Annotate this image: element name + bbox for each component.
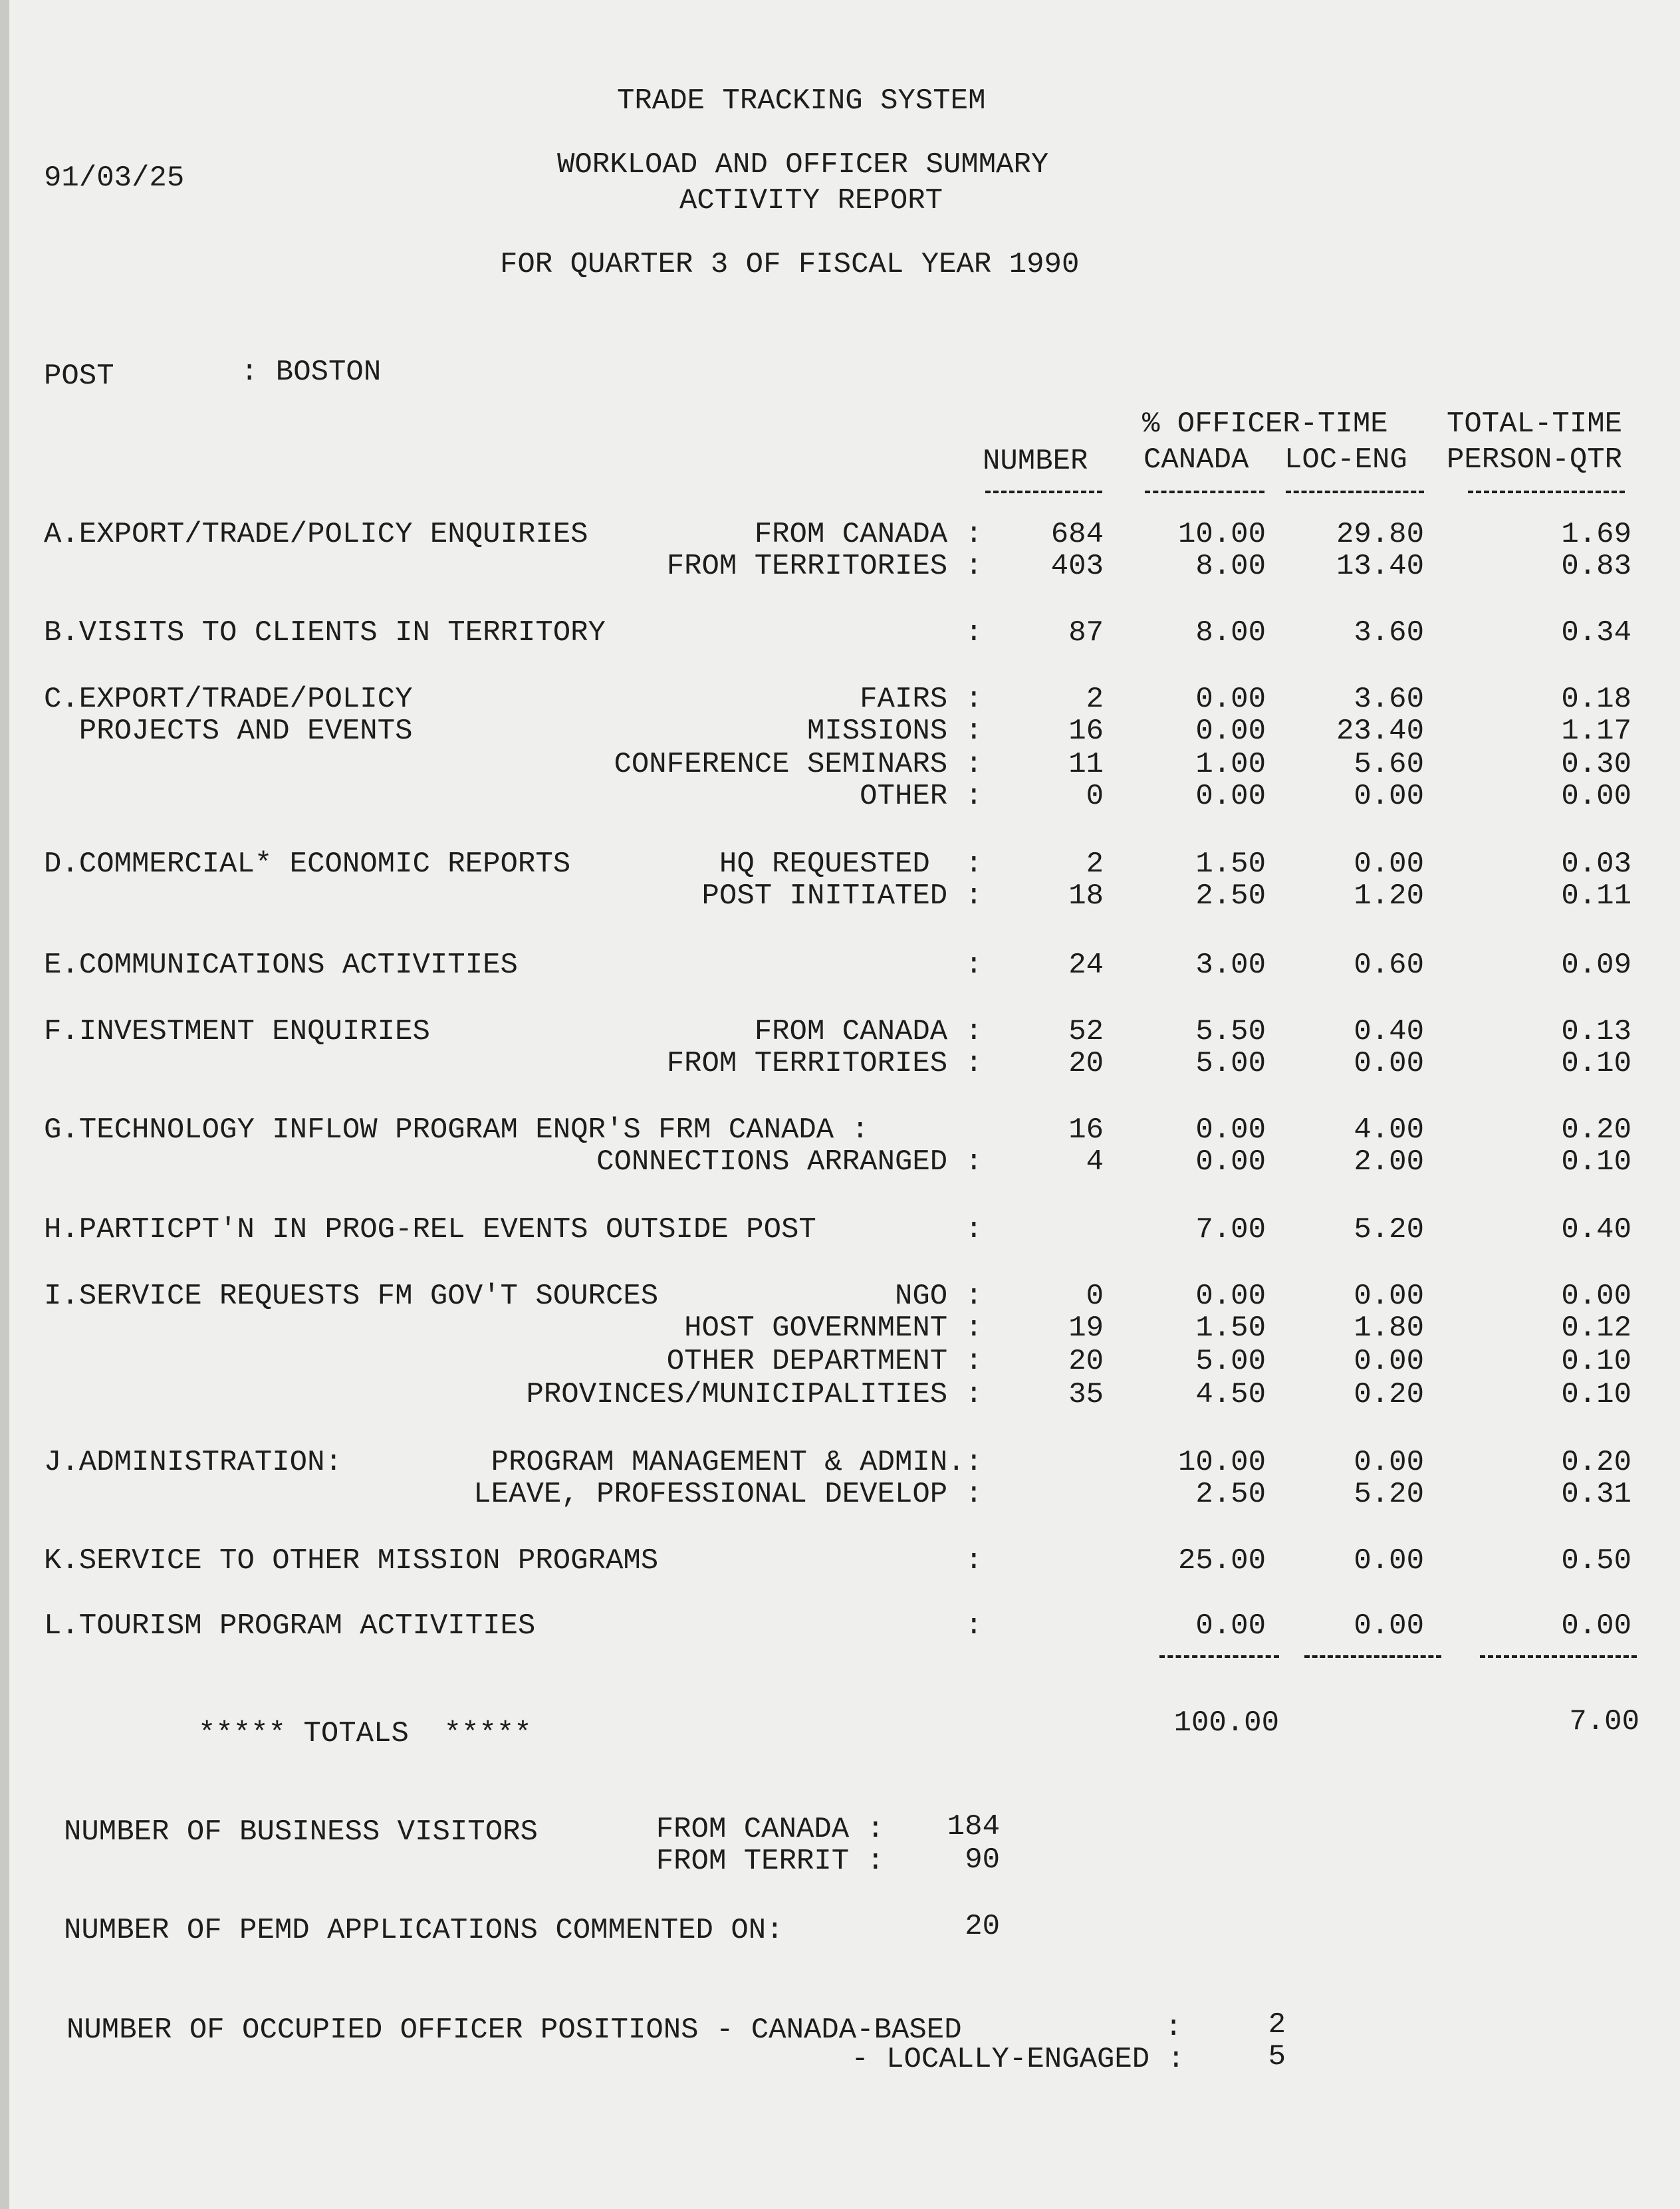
row-person-qtr: 0.40: [1561, 1213, 1631, 1246]
row-label: B.VISITS TO CLIENTS IN TERRITORY: [44, 616, 606, 649]
row-label: H.PARTICPT'N IN PROG-REL EVENTS OUTSIDE POST: [44, 1213, 816, 1246]
row-sub-label: PROGRAM MANAGEMENT & ADMIN.:: [491, 1446, 983, 1479]
locally-engaged-positions-value: 5: [1268, 2040, 1286, 2073]
person-qtr-header-rule: [1468, 491, 1625, 493]
row-loc-eng-pct: 5.20: [1354, 1478, 1424, 1511]
row-label: F.INVESTMENT ENQUIRIES: [44, 1015, 430, 1048]
row-loc-eng-pct: 0.40: [1354, 1015, 1424, 1048]
row-sub-label: CONNECTIONS ARRANGED :: [596, 1145, 983, 1179]
row-number: 0: [1086, 780, 1104, 813]
row-loc-eng-pct: 4.00: [1354, 1113, 1424, 1147]
row-loc-eng-pct: 1.80: [1354, 1312, 1424, 1345]
row-sub-label: LEAVE, PROFESSIONAL DEVELOP :: [473, 1478, 983, 1511]
row-number: 52: [1068, 1015, 1104, 1048]
row-loc-eng-pct: 0.20: [1354, 1378, 1424, 1411]
row-sub-label: CONFERENCE SEMINARS :: [614, 748, 983, 781]
row-sub-label: NGO :: [894, 1280, 983, 1313]
row-canada-pct: 1.50: [1195, 848, 1266, 881]
canada-column-header: CANADA: [1143, 443, 1249, 477]
row-sub-label: OTHER :: [860, 780, 983, 813]
row-canada-pct: 4.50: [1195, 1378, 1266, 1411]
row-person-qtr: 0.20: [1561, 1446, 1631, 1479]
row-person-qtr: 0.50: [1561, 1544, 1631, 1577]
row-number: 87: [1068, 616, 1104, 649]
row-sub-label: PROVINCES/MUNICIPALITIES :: [526, 1378, 983, 1411]
row-loc-eng-pct: 2.00: [1354, 1145, 1424, 1179]
pemd-applications-value: 20: [965, 1910, 1000, 1943]
post-label: POST: [44, 360, 114, 393]
report-subtitle: ACTIVITY REPORT: [679, 184, 943, 217]
row-loc-eng-pct: 0.00: [1354, 1446, 1424, 1479]
row-label: J.ADMINISTRATION:: [44, 1446, 342, 1479]
row-label: PROJECTS AND EVENTS: [44, 715, 413, 748]
row-loc-eng-pct: 0.60: [1354, 949, 1424, 982]
system-title: TRADE TRACKING SYSTEM: [617, 84, 986, 118]
row-loc-eng-pct: 0.00: [1354, 780, 1424, 813]
row-label: A.EXPORT/TRADE/POLICY ENQUIRIES: [44, 518, 588, 551]
row-sub-label: :: [965, 949, 983, 982]
visitors-from-territ-value: 90: [965, 1843, 1000, 1877]
row-number: 16: [1068, 1113, 1104, 1147]
row-loc-eng-pct: 13.40: [1336, 550, 1424, 583]
row-loc-eng-pct: 3.60: [1354, 616, 1424, 649]
row-person-qtr: 0.30: [1561, 748, 1631, 781]
row-person-qtr: 0.03: [1561, 848, 1631, 881]
row-person-qtr: 0.00: [1561, 1609, 1631, 1643]
row-person-qtr: 0.10: [1561, 1145, 1631, 1179]
row-sub-label: FROM CANADA :: [754, 1015, 983, 1048]
totals-label: ***** TOTALS *****: [198, 1717, 532, 1750]
row-label: D.COMMERCIAL* ECONOMIC REPORTS: [44, 848, 571, 881]
row-canada-pct: 0.00: [1195, 715, 1266, 748]
person-qtr-total-rule: [1480, 1655, 1637, 1658]
row-label: G.TECHNOLOGY INFLOW PROGRAM ENQR'S FRM CANADA :: [44, 1113, 870, 1147]
row-sub-label: MISSIONS :: [806, 715, 983, 748]
number-header-rule: [985, 491, 1102, 493]
row-canada-pct: 0.00: [1195, 683, 1266, 716]
locally-engaged-label: - LOCALLY-ENGAGED :: [851, 2043, 1185, 2076]
post-value: : BOSTON: [241, 356, 382, 389]
pemd-applications-label: NUMBER OF PEMD APPLICATIONS COMMENTED ON:: [64, 1914, 784, 1947]
row-sub-label: :: [965, 616, 983, 649]
row-label: K.SERVICE TO OTHER MISSION PROGRAMS: [44, 1544, 659, 1577]
row-canada-pct: 1.50: [1195, 1312, 1266, 1345]
canada-total-rule: [1159, 1655, 1279, 1658]
row-person-qtr: 0.00: [1561, 780, 1631, 813]
row-number: 35: [1068, 1378, 1104, 1411]
row-canada-pct: 3.00: [1195, 949, 1266, 982]
row-loc-eng-pct: 0.00: [1354, 1280, 1424, 1313]
row-loc-eng-pct: 0.00: [1354, 1609, 1424, 1643]
row-person-qtr: 1.69: [1561, 518, 1631, 551]
row-number: 2: [1086, 683, 1104, 716]
row-label: C.EXPORT/TRADE/POLICY: [44, 683, 413, 716]
row-loc-eng-pct: 1.20: [1354, 879, 1424, 913]
row-canada-pct: 0.00: [1195, 780, 1266, 813]
row-canada-pct: 0.00: [1195, 1609, 1266, 1643]
loc-eng-column-header: LOC-ENG: [1284, 443, 1407, 477]
row-number: 2: [1086, 848, 1104, 881]
row-number: 19: [1068, 1312, 1104, 1345]
row-person-qtr: 0.18: [1561, 683, 1631, 716]
officer-positions-label: NUMBER OF OCCUPIED OFFICER POSITIONS - CANADA-BASED: [66, 2014, 962, 2047]
row-canada-pct: 8.00: [1195, 550, 1266, 583]
row-canada-pct: 0.00: [1195, 1280, 1266, 1313]
totals-canada: 100.00: [1173, 1706, 1279, 1740]
business-visitors-label: NUMBER OF BUSINESS VISITORS: [64, 1815, 538, 1849]
row-number: 11: [1068, 748, 1104, 781]
row-loc-eng-pct: 23.40: [1336, 715, 1424, 748]
row-sub-label: HOST GOVERNMENT :: [684, 1312, 983, 1345]
row-person-qtr: 0.13: [1561, 1015, 1631, 1048]
row-sub-label: FROM CANADA :: [754, 518, 983, 551]
report-period: FOR QUARTER 3 OF FISCAL YEAR 1990: [500, 248, 1080, 281]
visitors-from-canada-value: 184: [947, 1810, 1000, 1843]
canada-header-rule: [1145, 491, 1264, 493]
loc-eng-header-rule: [1286, 491, 1424, 493]
row-canada-pct: 0.00: [1195, 1113, 1266, 1147]
row-person-qtr: 0.10: [1561, 1378, 1631, 1411]
row-person-qtr: 0.12: [1561, 1312, 1631, 1345]
canada-based-positions-value: 2: [1268, 2008, 1286, 2041]
row-person-qtr: 0.20: [1561, 1113, 1631, 1147]
row-canada-pct: 5.00: [1195, 1047, 1266, 1080]
row-label: L.TOURISM PROGRAM ACTIVITIES: [44, 1609, 536, 1643]
row-canada-pct: 7.00: [1195, 1213, 1266, 1246]
row-person-qtr: 0.00: [1561, 1280, 1631, 1313]
row-label: I.SERVICE REQUESTS FM GOV'T SOURCES: [44, 1280, 659, 1313]
row-person-qtr: 0.11: [1561, 879, 1631, 913]
row-loc-eng-pct: 29.80: [1336, 518, 1424, 551]
report-date: 91/03/25: [44, 162, 185, 195]
row-sub-label: OTHER DEPARTMENT :: [666, 1345, 983, 1378]
row-loc-eng-pct: 5.20: [1354, 1213, 1424, 1246]
row-number: 24: [1068, 949, 1104, 982]
row-person-qtr: 1.17: [1561, 715, 1631, 748]
row-number: 16: [1068, 715, 1104, 748]
row-person-qtr: 0.09: [1561, 949, 1631, 982]
row-canada-pct: 2.50: [1195, 879, 1266, 913]
row-canada-pct: 5.50: [1195, 1015, 1266, 1048]
row-sub-label: FROM TERRITORIES :: [666, 1047, 983, 1080]
row-person-qtr: 0.10: [1561, 1345, 1631, 1378]
row-canada-pct: 2.50: [1195, 1478, 1266, 1511]
row-sub-label: HQ REQUESTED :: [719, 848, 983, 881]
row-person-qtr: 0.34: [1561, 616, 1631, 649]
row-loc-eng-pct: 0.00: [1354, 1047, 1424, 1080]
row-canada-pct: 10.00: [1177, 518, 1266, 551]
row-sub-label: FROM TERRITORIES :: [666, 550, 983, 583]
report-title: WORKLOAD AND OFFICER SUMMARY: [557, 148, 1049, 181]
visitors-from-canada-label: FROM CANADA :: [656, 1813, 884, 1846]
row-loc-eng-pct: 0.00: [1354, 1345, 1424, 1378]
row-number: 4: [1086, 1145, 1104, 1179]
row-loc-eng-pct: 0.00: [1354, 1544, 1424, 1577]
row-person-qtr: 0.31: [1561, 1478, 1631, 1511]
row-canada-pct: 5.00: [1195, 1345, 1266, 1378]
row-number: 0: [1086, 1280, 1104, 1313]
row-person-qtr: 0.10: [1561, 1047, 1631, 1080]
loc-eng-total-rule: [1304, 1655, 1441, 1658]
row-canada-pct: 1.00: [1195, 748, 1266, 781]
person-qtr-column-header: PERSON-QTR: [1447, 443, 1623, 477]
row-canada-pct: 0.00: [1195, 1145, 1266, 1179]
row-loc-eng-pct: 0.00: [1354, 848, 1424, 881]
totals-person-qtr: 7.00: [1569, 1705, 1639, 1738]
total-time-header: TOTAL-TIME: [1447, 407, 1623, 441]
row-number: 20: [1068, 1345, 1104, 1378]
row-label: E.COMMUNICATIONS ACTIVITIES: [44, 949, 518, 982]
row-sub-label: POST INITIATED :: [701, 879, 983, 913]
officer-time-group-header: % OFFICER-TIME: [1142, 407, 1388, 441]
row-canada-pct: 8.00: [1195, 616, 1266, 649]
row-loc-eng-pct: 3.60: [1354, 683, 1424, 716]
row-sub-label: :: [965, 1213, 983, 1246]
visitors-from-territ-label: FROM TERRIT :: [656, 1845, 884, 1878]
row-canada-pct: 10.00: [1177, 1446, 1266, 1479]
row-number: 20: [1068, 1047, 1104, 1080]
row-canada-pct: 25.00: [1177, 1544, 1266, 1577]
number-column-header: NUMBER: [983, 445, 1088, 478]
row-loc-eng-pct: 5.60: [1354, 748, 1424, 781]
paper-edge-shadow: [0, 0, 9, 2209]
row-person-qtr: 0.83: [1561, 550, 1631, 583]
row-number: 403: [1050, 550, 1104, 583]
row-number: 18: [1068, 879, 1104, 913]
row-number: 684: [1050, 518, 1104, 551]
officer-positions-colon: :: [1165, 2011, 1183, 2044]
row-sub-label: FAIRS :: [860, 683, 983, 716]
row-sub-label: :: [965, 1544, 983, 1577]
row-sub-label: :: [965, 1609, 983, 1643]
